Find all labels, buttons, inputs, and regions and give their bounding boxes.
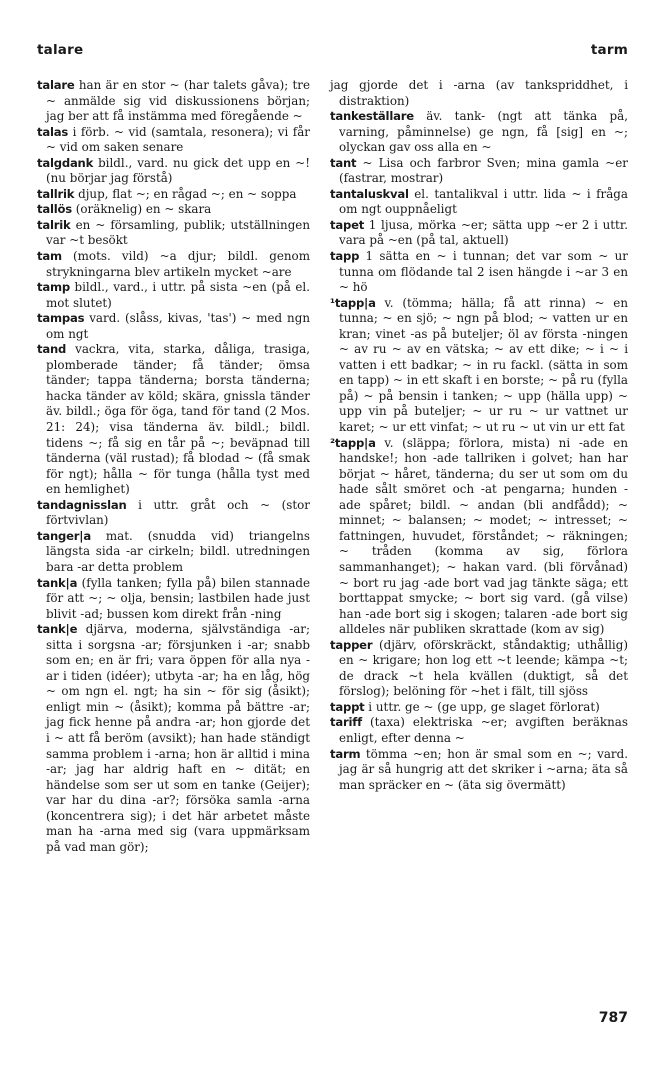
headword: tapp <box>330 249 360 264</box>
headword: talare <box>37 78 75 92</box>
definition: v. (släppa; förlora, mista) ni -ade en handske!; hon -ade tallriken i golvet; han har börjat ~ håret, tänderna; du ser ut som om du hade sålt smöret och -at pengarna; hunden -ade spåret; bildl. ~ andan (bli andfådd); ~ minnet; ~ balansen; ~ modet; ~ intresset; ~ fattningen, huvudet, förståndet; ~ räkningen; ~ tråden (komma av sig, förlora sammanhanget); ~ hakan vard. (bli förvånad) ~ bort ru jag -ade bort vad jag tänkte säga; ett borttappat smycke; ~ bort sig vard. (gå vilse) han -ade bort sig i skogen; talaren -ade bort sig alldeles när publiken skrattade (kom av sig) <box>339 435 628 637</box>
definition: i uttr. ge ~ (ge upp, ge slaget förlorat) <box>364 699 600 714</box>
entry <box>330 187 628 218</box>
definition: 1 ljusa, mörka ~er; sätta upp ~er 2 i uttr. vara på ~en (på tal, aktuell) <box>339 217 628 248</box>
entry <box>330 109 628 156</box>
headword: ¹tapp|a <box>330 295 376 310</box>
entry <box>330 296 628 436</box>
headword: tappt <box>330 699 365 714</box>
definition: jag gjorde det i -arna (av tankspriddhet, i distraktion) <box>330 78 628 108</box>
definition: el. tantalikval i uttr. lida ~ i fråga om ngt ouppnåeligt <box>339 186 628 217</box>
entry <box>330 638 628 700</box>
definition: äv. tank- (ngt att tänka på, varning, påminnelse) ge ngn, få [sig] en ~; olyckan gav oss alla en ~ <box>339 109 628 155</box>
entry <box>37 218 310 249</box>
headword: tam <box>37 249 62 264</box>
headword: talas <box>37 124 69 139</box>
page-number: 787 <box>598 1010 628 1026</box>
entry <box>37 498 310 529</box>
entry <box>330 218 628 249</box>
definition: i uttr. gråt och ~ (stor förtvivlan) <box>46 497 310 528</box>
definition: en ~ församling, publik; utställningen var ~t besökt <box>46 217 310 248</box>
entry <box>37 125 310 156</box>
entry <box>37 78 310 125</box>
definition: (taxa) elektriska ~er; avgiften beräknas enligt, efter denna ~ <box>339 715 628 745</box>
definition: vackra, vita, starka, dåliga, trasiga, plomberade tänder; få tänder; ömsa tänder; tappa tänderna; borsta tänderna; hacka tänder av köld; skära, gnissla tänder äv. bildl.; öga för öga, tand för tand (2 Mos. 21: 24); visa tänderna äv. bildl.; bildl. tidens ~; få sig en tår på ~; beväpnad till tänderna (väl rustad); få blodad ~ (få smak för ngt); hålla ~ för tunga (hålla tyst med en hemlighet) <box>46 342 310 497</box>
headword: tantaluskval <box>330 186 409 201</box>
left-guide-word: talare <box>37 42 84 58</box>
entry <box>330 436 628 638</box>
definition: i förb. ~ vid (samtala, resonera); vi får ~ vid om saken senare <box>46 124 310 155</box>
headword: tampas <box>37 311 85 326</box>
entry <box>330 700 628 716</box>
headword: tapet <box>330 217 365 232</box>
entry <box>37 249 310 280</box>
definition: (oräknelig) en ~ skara <box>71 202 212 217</box>
entry <box>330 715 628 746</box>
right-column <box>330 78 628 793</box>
headword: talgdank <box>37 155 94 170</box>
entry <box>37 576 310 623</box>
headword: tallös <box>37 202 72 217</box>
definition: vard. (slåss, kivas, 'tas') ~ med ngn om ngt <box>46 311 310 341</box>
definition: (mots. vild) ~a djur; bildl. genom strykningarna blev artikeln mycket ~are <box>46 249 310 279</box>
right-guide-word: tarm <box>590 42 628 58</box>
headword: tariff <box>330 715 362 730</box>
definition: mat. (snudda vid) triangelns längsta sida -ar cirkeln; bildl. utredningen bara -ar detta problem <box>46 528 310 574</box>
definition: 1 sätta en ~ i tunnan; det var som ~ ur tunna om flödande tal 2 isen hängde i ~ar 3 en ~ hö <box>339 249 628 295</box>
definition: v. (tömma; hälla; få att rinna) ~ en tunna; ~ en sjö; ~ ngn på blod; ~ vatten ur en kran; vinet -as på buteljer; öl av första -ningen ~ av ru ~ av en vätska; ~ av ett dike; ~ i ~ i vatten i ett badkar; ~ in ru fackl. (sätta in som en tapp) ~ in ett skaft i en borste; ~ på ru (fylla på) ~ på bensin i tanken; ~ upp (hälla upp) ~ upp vin på buteljer; ~ ur ru ~ ur vattnet ur karet; ~ ur ett vinfat; ~ ut ru ~ ut vin ur ett fat <box>339 295 628 435</box>
headword: tankeställare <box>330 109 414 124</box>
headword: ²tapp|a <box>330 435 376 450</box>
headword: tarm <box>330 746 361 761</box>
entry <box>330 156 628 187</box>
definition: (fylla tanken; fylla på) bilen stannade för att ~; ~ olja, bensin; lastbilen hade just blivit -ad; bussen kom direkt från -ning <box>46 575 310 621</box>
entry <box>37 342 310 497</box>
entry <box>330 249 628 296</box>
headword: talrik <box>37 217 71 232</box>
definition: djup, flat ~; en rågad ~; en ~ soppa <box>74 186 297 201</box>
headword: tandagnisslan <box>37 497 127 512</box>
definition: tömma ~en; hon är smal som en ~; vard. jag är så hungrig att det skriker i ~arna; äta så man spräcker en ~ (äta sig övermätt) <box>339 746 628 792</box>
definition: bildl., vard., i uttr. på sista ~en (på el. mot slutet) <box>46 280 310 310</box>
left-column <box>37 78 310 855</box>
entry <box>37 202 310 218</box>
headword: tapper <box>330 637 373 652</box>
headword: tallrik <box>37 186 75 201</box>
entry <box>37 280 310 311</box>
headword: tant <box>330 155 357 170</box>
entry <box>330 747 628 794</box>
definition: (djärv, oförskräckt, ståndaktig; uthållig) en ~ krigare; hon log ett ~t leende; kämpa ~t; de drack ~t hela kvällen (duktigt, så det förslog); belöning för ~het i fält, till sjöss <box>339 637 628 699</box>
headword: tanger|a <box>37 528 91 543</box>
headword: tank|e <box>37 622 78 637</box>
entry <box>37 622 310 855</box>
headword: tamp <box>37 280 70 295</box>
definition: han är en stor ~ (har talets gåva); tre ~ anmälde sig vid diskussionens början; jag ber att få instämma med föregående ~ <box>46 78 310 124</box>
entry <box>37 156 310 187</box>
headword: tank|a <box>37 575 78 590</box>
entry <box>37 529 310 576</box>
definition: bildl., vard. nu gick det upp en ~! (nu börjar jag förstå) <box>46 155 310 186</box>
entry <box>37 311 310 342</box>
entry <box>330 78 628 109</box>
definition: ~ Lisa och farbror Sven; mina gamla ~er (fastrar, mostrar) <box>339 155 628 186</box>
entry <box>37 187 310 203</box>
headword: tand <box>37 342 67 357</box>
definition: djärva, moderna, självständiga -ar; sitta i sorgsna -ar; försjunken i -ar; snabb som en; en är fri; vara öppen för alla nya -ar i tiden (idéer); utbyta -ar; ha en låg, hög ~ om ngn el. ngt; ha sin ~ för sig (åsikt); enligt min ~ (åsikt); komma på bättre -ar; jag fick henne på andra -ar; hon gjorde det i ~ att få beröm (avsikt); han hade ständigt samma problem i -arna; hon är alltid i mina -ar; jag har aldrig haft en ~ dität; en händelse som ser ut som en tanke (Geijer); var har du dina -ar?; försöka samla -arna (koncentrera sig); i det här arbetet måste man ha -arna med sig (vara uppmärksam på vad man gör); <box>46 622 310 854</box>
